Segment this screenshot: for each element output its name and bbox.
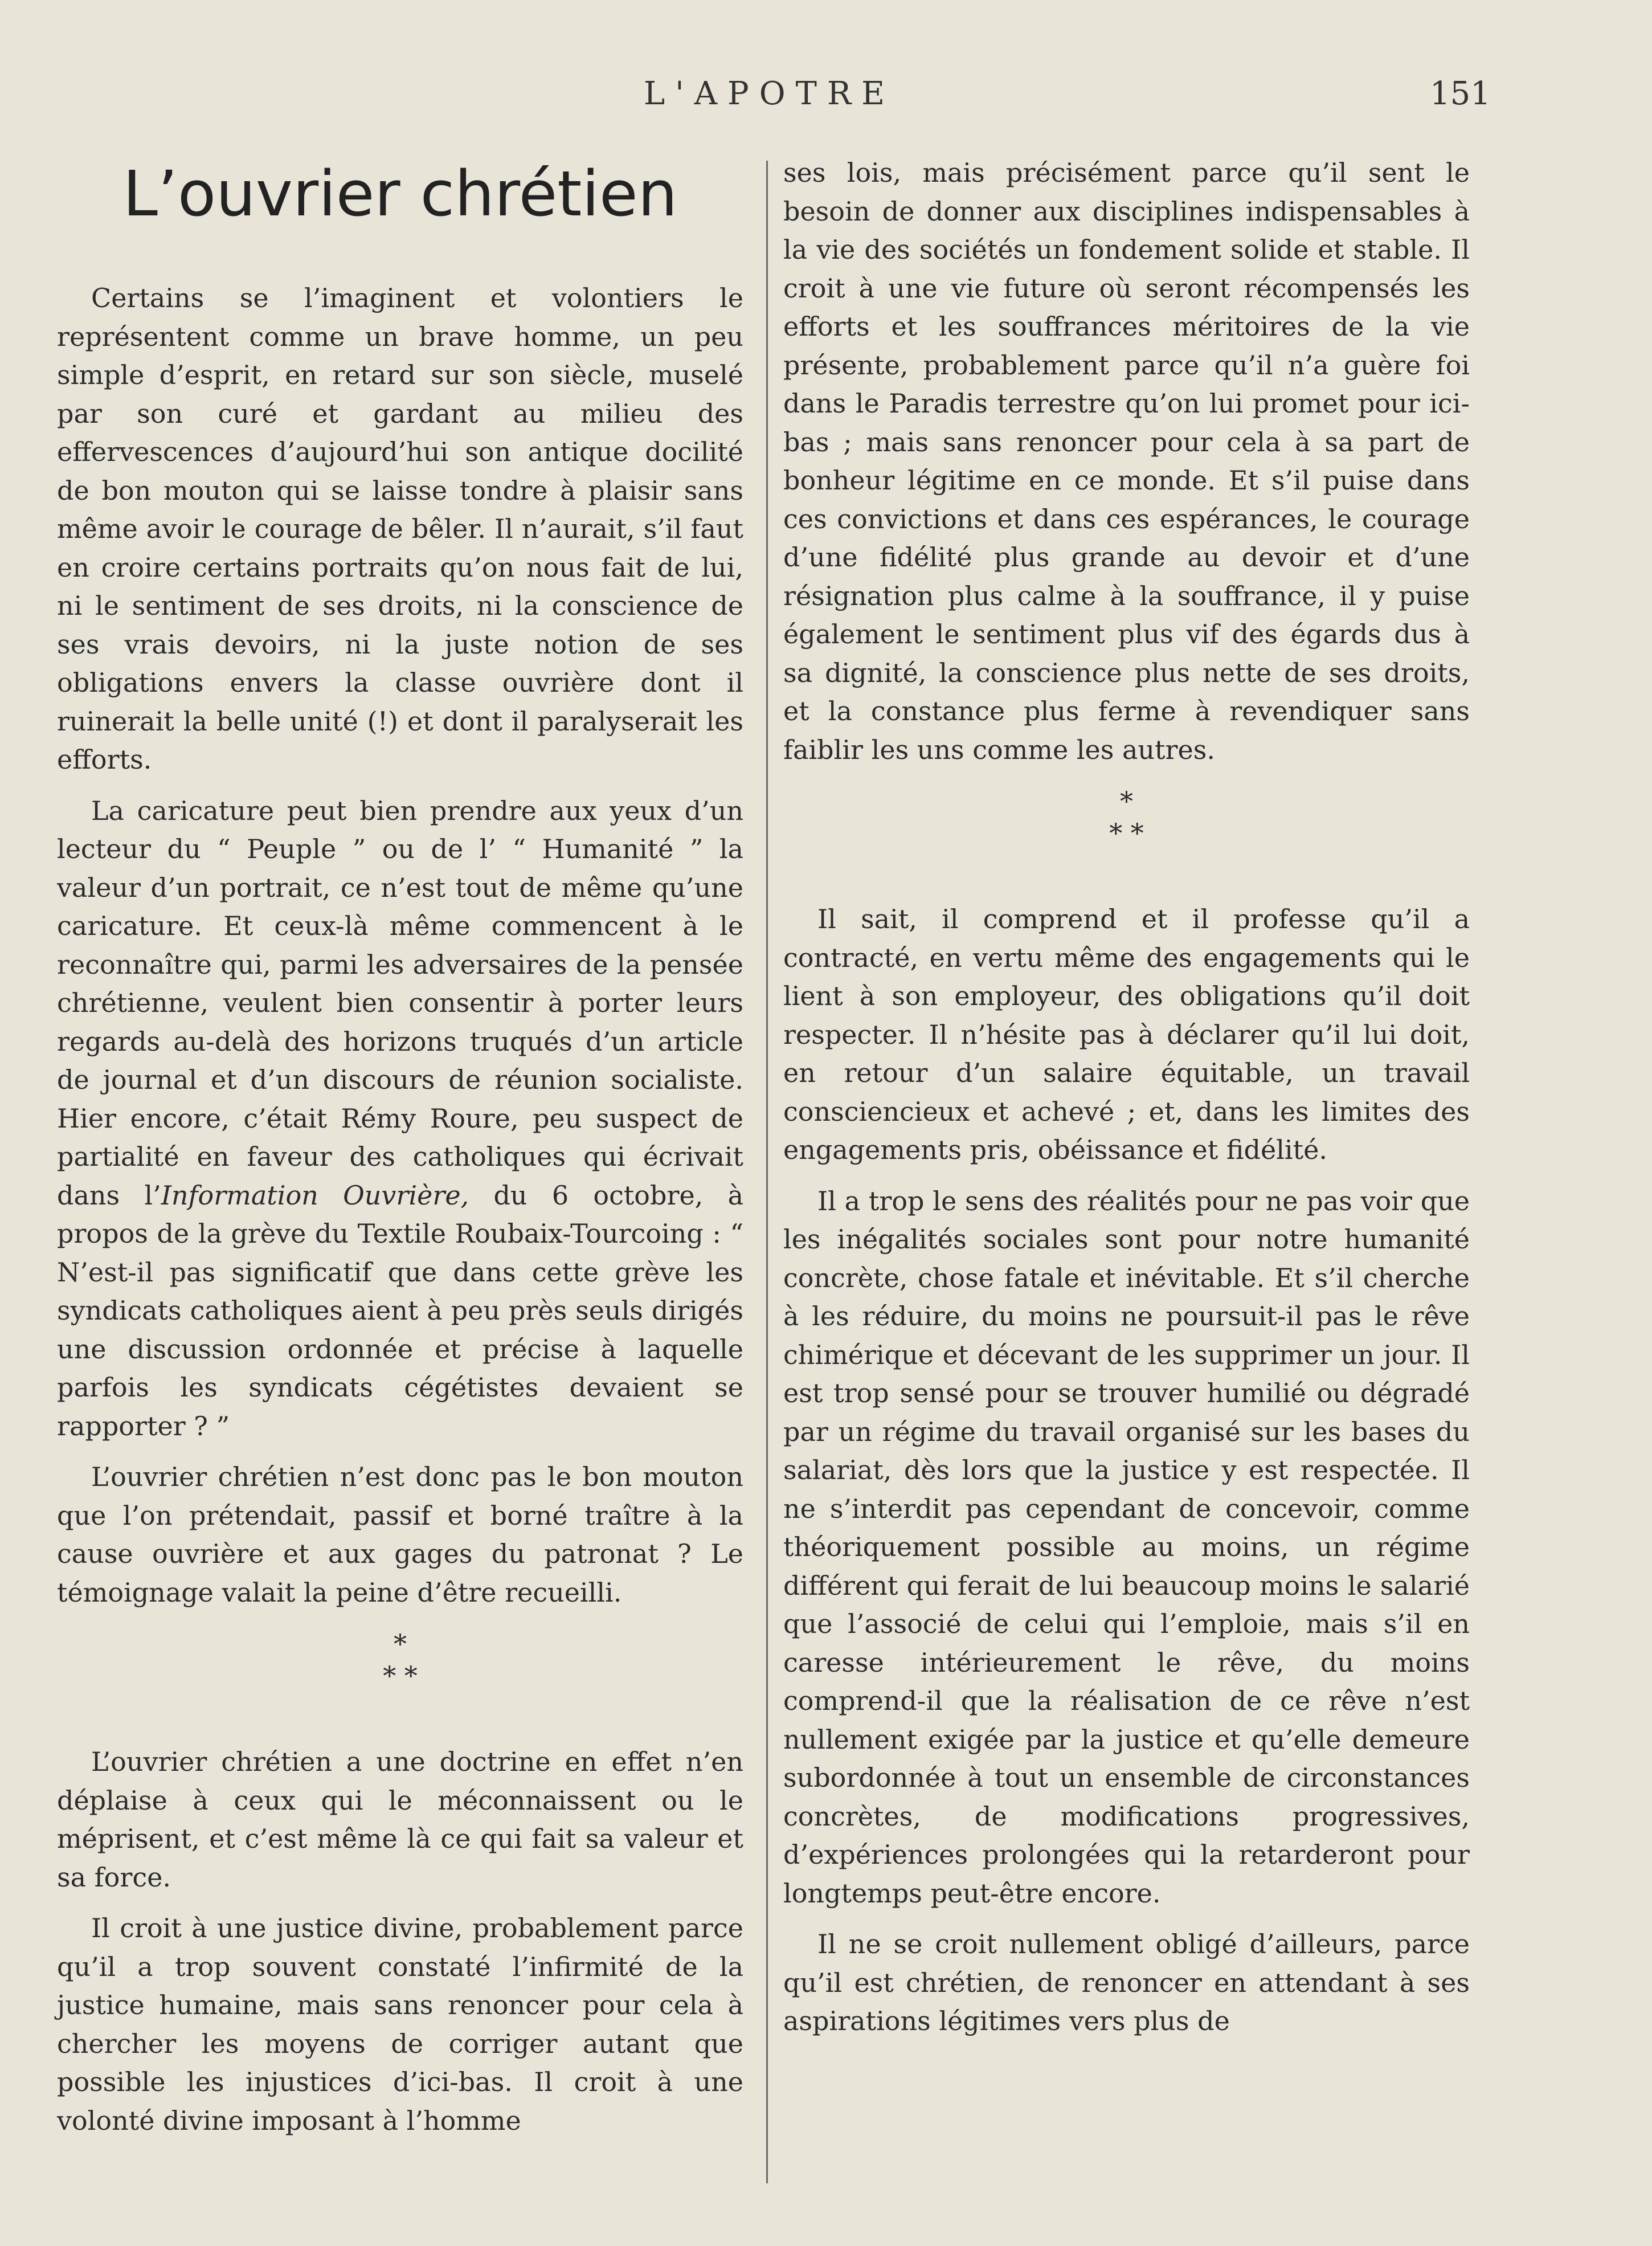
separator-top: * xyxy=(394,1628,407,1659)
separator-bottom: * * xyxy=(1109,818,1144,848)
right-column xyxy=(783,154,1470,2053)
paragraph xyxy=(57,792,743,1446)
page-number: 151 xyxy=(1430,75,1491,112)
section-separator xyxy=(783,785,1470,849)
paragraph: Il croit à une justice divine, probablement parce qu’il a trop souvent constaté l’infirmité de la justice humaine, mais sans renoncer pour cela à chercher les moyens de corriger autant que possible les injustices d’ici-bas. Il croit à une volonté divine imposant à l’homme xyxy=(57,1913,743,2136)
left-column xyxy=(57,154,743,2153)
paragraph: ses lois, mais précisément parce qu’il sent le besoin de donner aux disciplines indispensables à la vie des sociétés un fondement solide et stable. Il croit à une vie future où seront récompensés les efforts et les souffrances méritoires de la vie présente, probablement parce qu’il n’a guère foi dans le Paradis terrestre qu’on lui promet pour ici-bas ; mais sans renoncer pour cela à sa part de bonheur légitime en ce monde. Et s’il puise dans ces convictions et dans ces espérances, le courage d’une fidélité plus grande au devoir et d’une résignation plus calme à la souffrance, il y puise également le sentiment plus vif des égards dus à sa dignité, la conscience plus nette de ses droits, et la constance plus ferme à revendiquer sans faiblir les uns comme les autres. xyxy=(783,157,1470,765)
paragraph: Il a trop le sens des réalités pour ne pas voir que les inégalités sociales sont pour notre humanité concrète, chose fatale et inévitable. Et s’il cherche à les réduire, du moins ne poursuit-il pas le rêve chimérique et décevant de les supprimer un jour. Il est trop sensé pour se trouver humilié ou dégradé par un régime du travail organisé sur les bases du salariat, dès lors que la justice y est respectée. Il ne s’interdit pas cependant de concevoir, comme théoriquement possible au moins, un régime différent qui ferait de lui beaucoup moins le salarié que l’associé de celui qui l’emploie, mais s’il en caresse intérieurement le rêve, du moins comprend-il que la réalisation de ce rêve n’est nullement exigée par la justice et qu’elle demeure subordonnée à tout un ensemble de circonstances concrètes, de modifications progressives, d’expériences prolongées qui la retarderont pour longtemps peut-être encore. xyxy=(783,1185,1470,1909)
paragraph: Il ne se croit nullement obligé d’ailleurs, parce qu’il est chrétien, de renoncer en attendant à ses aspirations légitimes vers plus de xyxy=(783,1929,1470,2036)
paragraph: Certains se l’imaginent et volontiers le représentent comme un brave homme, un peu simple d’esprit, en retard sur son siècle, muselé par son curé et gardant au milieu des effervescences d’aujourd’hui son antique docilité de bon mouton qui se laisse tondre à plaisir sans même avoir le courage de bêler. Il n’aurait, s’il faut en croire certains portraits qu’on nous fait de lui, ni le sentiment de ses droits, ni la conscience de ses vrais devoirs, ni la juste notion de ses obligations envers la classe ouvrière dont il ruinerait la belle unité (!) et dont il paralyserait les efforts. xyxy=(57,283,743,775)
paragraph-text: La caricature peut bien prendre aux yeux d’un lecteur du “ Peuple ” ou de l’ “ Humanité ” la valeur d’un portrait, ce n’est tout de même qu’une caricature. Et ceux-là même commencent à le reconnaître qui, parmi les adversaires de la pensée chrétienne, veulent bien consentir à porter leurs regards au-delà des horizons truqués d’un article de journal et d’un discours de réunion socialiste. Hier encore, c’était Rémy Roure, peu suspect de partialité en faveur des catholiques qui écrivait dans l’ xyxy=(57,795,743,1211)
paragraph: L’ouvrier chrétien a une doctrine en effet n’en déplaise à ceux qui le méconnaissent ou le méprisent, et c’est même là ce qui fait sa valeur et sa force. xyxy=(57,1746,743,1893)
publication-title: Information Ouvrière, xyxy=(161,1179,469,1211)
separator-top: * xyxy=(1120,786,1133,816)
column-divider xyxy=(766,161,768,2183)
section-separator xyxy=(57,1628,743,1692)
separator-bottom: * * xyxy=(383,1660,418,1691)
article-title: L’ouvrier chrétien xyxy=(122,157,678,230)
running-head: L'APOTRE xyxy=(644,75,895,112)
paragraph-text: du 6 octobre, à propos de la grève du Textile Roubaix-Tourcoing : “ N’est-il pas significatif que dans cette grève les syndicats catholiques aient à peu près seuls dirigés une discussion ordonnée et précise à laquelle parfois les syndicats cégétistes devaient se rapporter ? ” xyxy=(57,1179,743,1441)
paragraph: L’ouvrier chrétien n’est donc pas le bon mouton que l’on prétendait, passif et borné traître à la cause ouvrière et aux gages du patronat ? Le témoignage valait la peine d’être recueilli. xyxy=(57,1461,743,1608)
paragraph: Il sait, il comprend et il professe qu’il a contracté, en vertu même des engagements qui le lient à son employeur, des obligations qu’il doit respecter. Il n’hésite pas à déclarer qu’il lui doit, en retour d’un salaire équitable, un travail consciencieux et achevé ; et, dans les limites des engagements pris, obéissance et fidélité. xyxy=(783,904,1470,1165)
